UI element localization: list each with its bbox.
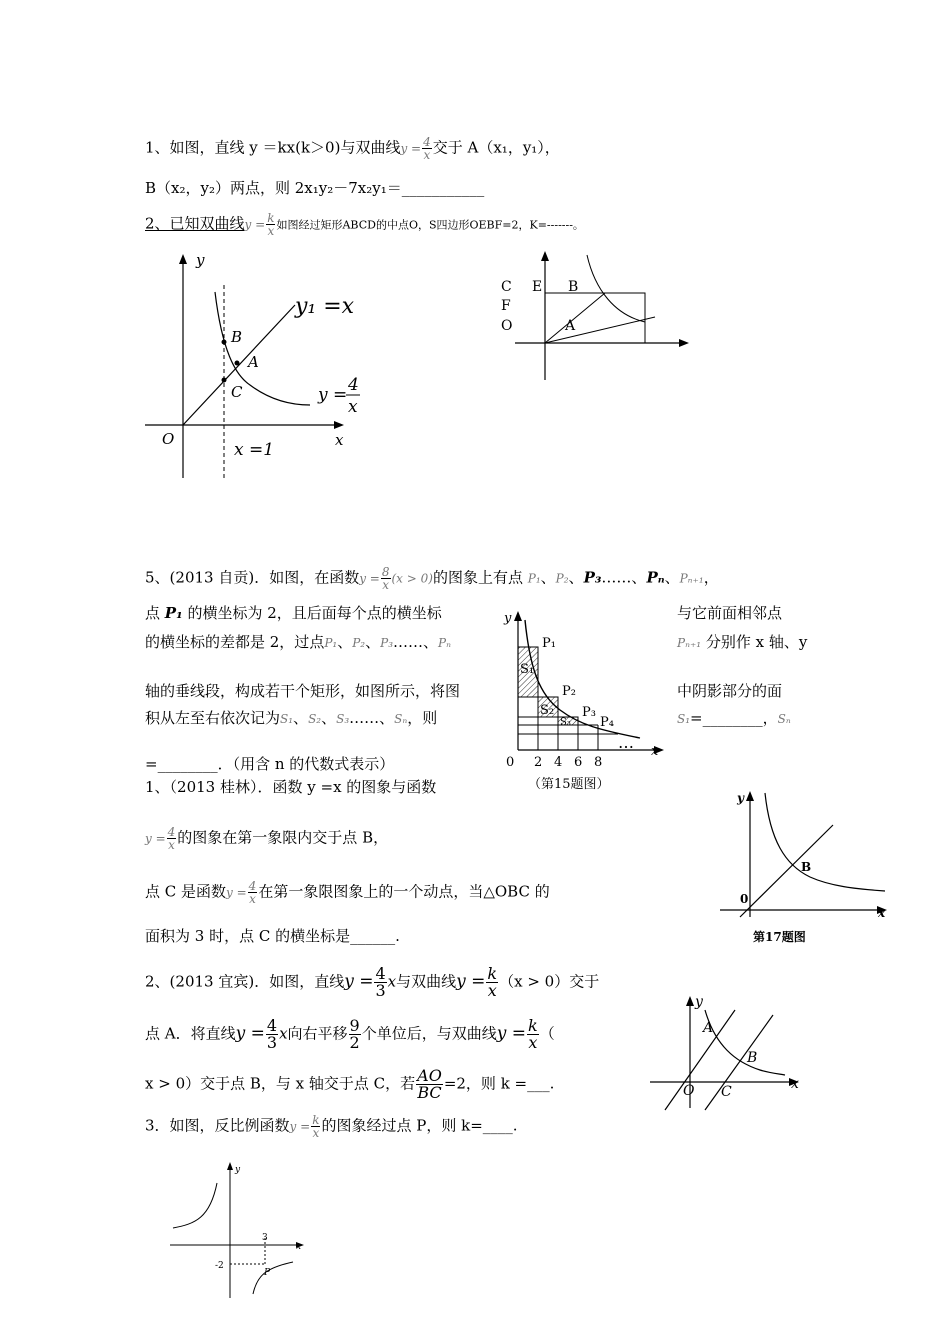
x-axis-label: x bbox=[296, 1242, 302, 1252]
figure-inverse-proportion bbox=[165, 1158, 315, 1303]
line-label: y₁ =x bbox=[295, 294, 355, 319]
q5-line2-right: 与它前面相邻点 bbox=[677, 604, 783, 622]
tick-2: 2 bbox=[534, 755, 543, 770]
q5-line5-right: S₁=________，Sₙ bbox=[677, 709, 791, 727]
origin-label: 0 bbox=[740, 892, 749, 906]
figure-line-hyperbola-b bbox=[715, 785, 890, 945]
vline-label: x =1 bbox=[234, 440, 275, 460]
q5-line4-right: 中阴影部分的面 bbox=[677, 682, 783, 700]
caption: （第15题图） bbox=[528, 777, 610, 792]
x-axis-label: x bbox=[791, 1076, 799, 1092]
more-dots: … bbox=[618, 733, 634, 752]
q1b-line1: 1、（2013 桂林）．函数 y =x 的图象与函数 bbox=[145, 778, 437, 796]
q5-line3-right: Pₙ₊₁ 分别作 x 轴、y bbox=[677, 633, 808, 651]
figure-rectangle-hyperbola bbox=[495, 250, 695, 385]
caption: 第17题图 bbox=[753, 930, 806, 944]
fraction: $\frac{k}{x}$ bbox=[267, 211, 275, 238]
q1-line2: B（x₂，y₂）两点，则 2x₁y₂－7x₂y₁＝___________ bbox=[145, 179, 485, 197]
label-c: C bbox=[501, 279, 512, 295]
x-axis-label: x bbox=[878, 906, 886, 920]
curve-num: 4 bbox=[348, 375, 359, 395]
label-e: E bbox=[532, 279, 543, 295]
point-c-label: C bbox=[231, 383, 243, 401]
label-a: A bbox=[565, 318, 576, 334]
q5-line3: 的横坐标的差都是 2，过点P₁、P₂、P₃……、Pₙ bbox=[145, 633, 451, 651]
q3-line: 3．如图，反比例函数y = $\frac{k}{x}$ 的图象经过点 P，则 k=____. bbox=[145, 1113, 518, 1140]
q1-line1: 1、如图，直线 y ＝kx(k＞0)与双曲线y = $\frac{4}{x}$ 交于 A（x₁，y₁）， bbox=[145, 135, 560, 162]
origin-label: 0 bbox=[506, 755, 515, 770]
point-a-label: A bbox=[703, 1020, 714, 1036]
tick-3-label: 3 bbox=[262, 1233, 268, 1243]
point-p-label: P bbox=[264, 1268, 271, 1278]
label-s3: S₃ bbox=[560, 717, 571, 728]
label-p4: P₄ bbox=[600, 715, 614, 730]
tick-6: 6 bbox=[574, 755, 583, 770]
label-s2: S₂ bbox=[540, 703, 555, 718]
label-p1: P₁ bbox=[542, 636, 556, 651]
q5-line6: =________．（用含 n 的代数式表示） bbox=[145, 755, 395, 773]
curve-den: x bbox=[348, 397, 358, 417]
label-s1: S₁ bbox=[520, 662, 535, 677]
figure-line-hyperbola bbox=[140, 250, 370, 490]
tick-minus2-label: -2 bbox=[215, 1261, 224, 1271]
x-axis-label: x bbox=[335, 431, 344, 449]
figure-rectangles-under-curve bbox=[500, 610, 665, 795]
q1b-line4: 面积为 3 时，点 C 的横坐标是______. bbox=[145, 927, 400, 945]
q2b-line1: 2、(2013 宜宾)．如图，直线y = $\frac{4}{3}$ x与双曲线y = $\frac{k}{x}$ （x > 0）交于 bbox=[145, 964, 600, 1000]
origin-label: O bbox=[683, 1083, 695, 1099]
figure-shifted-lines bbox=[645, 990, 805, 1110]
y-axis-label: y bbox=[504, 611, 512, 626]
x-axis-label: x bbox=[651, 744, 659, 759]
label-f: F bbox=[501, 298, 511, 314]
label-b: B bbox=[568, 279, 579, 295]
tick-8: 8 bbox=[594, 755, 603, 770]
q2-line: 2、已知双曲线y = $\frac{k}{x}$ 如图经过矩形ABCD的中点O，S四边形OEBF=2，K=-------。 bbox=[145, 211, 584, 238]
label-p2: P₂ bbox=[562, 684, 576, 699]
q5-line1: 5、(2013 自贡)．如图，在函数y = $\frac{8}{x}$ (x > 0)的图象上有点 P₁、P₂、P₃……、Pₙ、Pₙ₊₁， bbox=[145, 565, 719, 592]
y-axis-label: y bbox=[695, 994, 703, 1010]
q2b-line3: x > 0）交于点 B，与 x 轴交于点 C，若 $\frac{AO}{BC}$ =2，则 k =___. bbox=[145, 1066, 555, 1102]
label-p3: P₃ bbox=[582, 705, 596, 720]
point-a-label: A bbox=[248, 353, 259, 371]
fraction: $\frac{4}{x}$ bbox=[423, 135, 431, 162]
q1b-line2: y = $\frac{4}{x}$ 的图象在第一象限内交于点 B， bbox=[145, 825, 389, 852]
q5-line2: 点 P₁ 的横坐标为 2，且后面每个点的横坐标 bbox=[145, 604, 442, 622]
origin-label: O bbox=[162, 430, 175, 448]
point-b-label: B bbox=[801, 860, 812, 874]
point-b-label: B bbox=[747, 1050, 758, 1066]
q5-line4: 轴的垂线段，构成若干个矩形，如图所示，将图 bbox=[145, 682, 461, 700]
label-o: O bbox=[501, 318, 513, 334]
q1b-line3: 点 C 是函数y = $\frac{4}{x}$ 在第一象限图象上的一个动点，当△OBC 的 bbox=[145, 879, 550, 906]
curve-label: y = bbox=[318, 385, 348, 405]
point-b-label: B bbox=[231, 328, 243, 346]
y-axis-label: y bbox=[196, 251, 205, 269]
y-axis-label: y bbox=[737, 791, 744, 805]
point-c-label: C bbox=[721, 1084, 732, 1100]
q5-line5: 积从左至右依次记为S₁、S₂、S₃……、Sₙ，则 bbox=[145, 709, 438, 727]
q2b-line2: 点 A．将直线y = $\frac{4}{3}$ x向右平移 $\frac{9}{2}$ 个单位后，与双曲线y = $\frac{k}{x}$ （ bbox=[145, 1016, 555, 1052]
y-axis-label: y bbox=[235, 1165, 241, 1175]
tick-4: 4 bbox=[554, 755, 563, 770]
